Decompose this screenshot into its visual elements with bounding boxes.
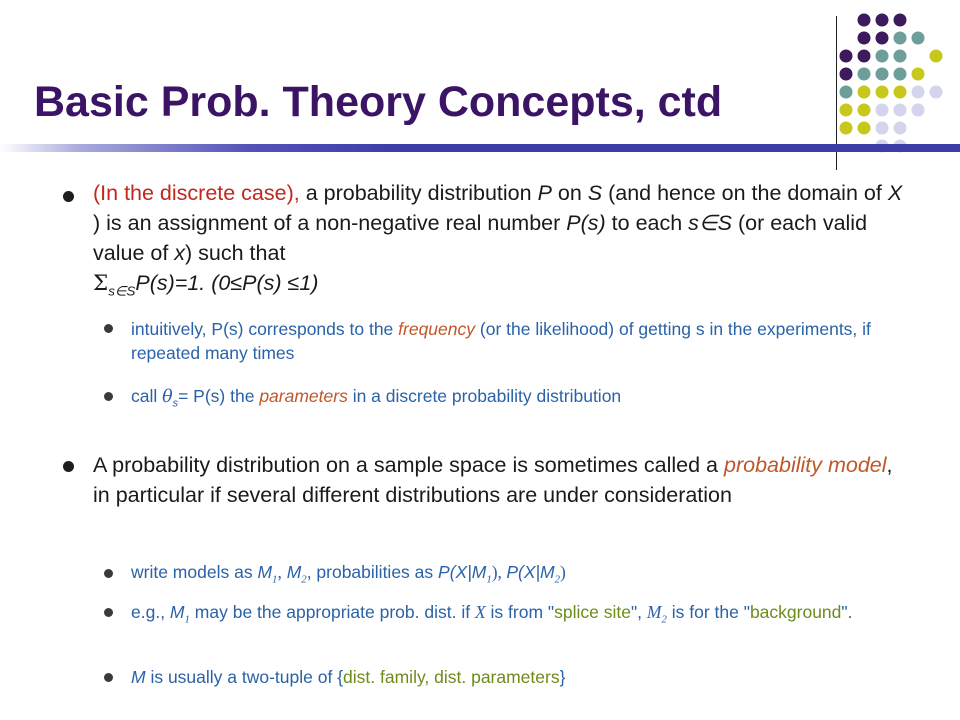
bullet-dot bbox=[104, 673, 113, 682]
frequency-term: frequency bbox=[398, 319, 476, 339]
bullet-dot bbox=[63, 461, 74, 472]
bullet-dot bbox=[104, 324, 113, 333]
slide-title: Basic Prob. Theory Concepts, ctd bbox=[34, 78, 723, 126]
subbullet-frequency: intuitively, P(s) corresponds to the frequency (or the likelihood) of getting s in the experiments, if repeated many times bbox=[131, 319, 871, 363]
bullet-dot bbox=[63, 191, 74, 202]
probability-model-term: probability model bbox=[724, 453, 887, 477]
bullet-dot bbox=[104, 608, 113, 617]
subbullet-write-models: write models as $M_1$, $M_2$, probabilities as $P(X|M_1)$, $P(X|M_2)$ bbox=[131, 562, 566, 586]
bullet-probability-model: A probability distribution on a sample space is sometimes called a probability model, in particular if several different distributions are under consideration bbox=[93, 453, 893, 507]
bullet-discrete-distribution: (In the discrete case), a probability distribution P on S (and hence on the domain of X ) is an assignment of a non-negative real number P(s) to each s∈S (or each valid value of x) such that $\Sigma_{s\in S}P(s)=1$. (0≤P(s) ≤1) bbox=[93, 181, 903, 299]
discrete-case-note: (In the discrete case), bbox=[93, 181, 300, 205]
splice-site-term: splice site bbox=[554, 602, 631, 622]
bullet-dot bbox=[104, 392, 113, 401]
family-parameters-term: dist. family, dist. parameters bbox=[343, 667, 560, 687]
subbullet-parameters: call $\theta_s= P(s)$ the parameters in a discrete probability distribution bbox=[131, 386, 622, 410]
theta-symbol: θ bbox=[162, 387, 173, 407]
bullet-dot bbox=[104, 569, 113, 578]
sigma-symbol: Σ bbox=[93, 271, 109, 296]
subbullet-example: e.g., $M_1$ may be the appropriate prob. dist. if X is from "splice site", $M_2$ is for the "background". bbox=[131, 602, 853, 626]
parameters-term: parameters bbox=[259, 386, 348, 406]
sum-expression: P(s)=1. (0≤P(s) ≤1) bbox=[135, 271, 319, 295]
subbullet-two-tuple: M is usually a two-tuple of {dist. family, dist. parameters} bbox=[131, 667, 566, 687]
background-term: background bbox=[749, 602, 842, 622]
